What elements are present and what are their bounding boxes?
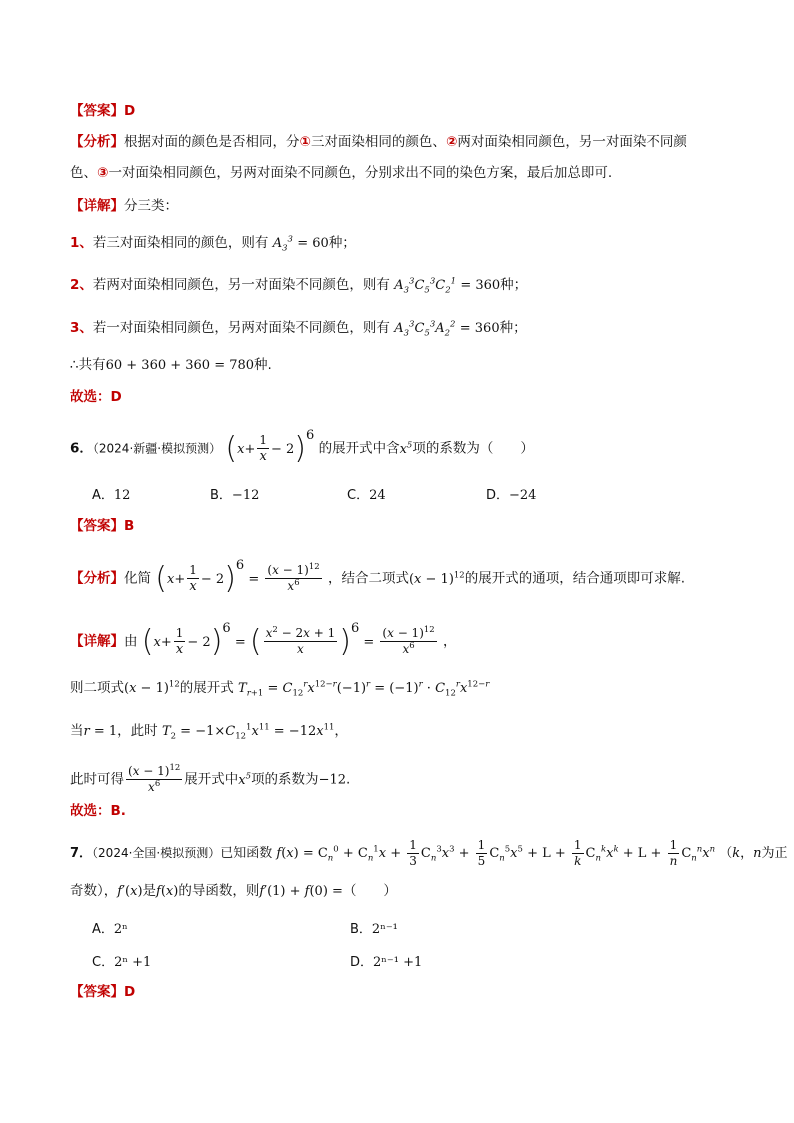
answer-value: D <box>124 103 136 119</box>
q6-coef-line: 此时可得 $\frac{(x - 1)^{12}}{x^6}$ 展开式中$x^5$项的系数为−12. <box>70 763 351 794</box>
q7-option-a: A．2ⁿ <box>92 922 128 937</box>
q6-source: （2024·新疆·模拟预测） <box>92 441 222 456</box>
q7-stem-line2: 奇数），f′(x)是f(x)的导函数，则f′(1) + f(0) =（ ） <box>70 883 397 899</box>
q6-detail-expr: (x+ $\frac{1}{x}$ − 2)$^6$ = ( $\frac{x^2 - 2x + 1}{x}$ )$^6$ = $\frac{(x - 1)^{12}}{x^6}$ <box>141 621 435 659</box>
case3-formula: $A_3^3C_5^3A_2^2$ <box>394 319 456 339</box>
q6-general-formula: $T_{r+1} = C_{12}^rx^{12-r}(-1)^r = (-1)^r \cdot C_{12}^rx^{12-r}$ <box>238 679 490 699</box>
prev-answer-line <box>70 101 135 121</box>
prev-case1: 1、若三对面染相同的颜色，则有 $A_3^3 = 60$种； <box>70 234 356 254</box>
prev-choose: 故选：D <box>70 389 122 405</box>
q7-source: （2024·全国·模拟预测） <box>92 846 221 860</box>
q6-option-d: D．−24 <box>486 488 537 503</box>
q6-analysis: 【分析】化简 (x+ $\frac{1}{x}$ − 2)$^6$ = $\frac{(x - 1)^{12}}{x^6}$ ，结合二项式$(x - 1)^{12}$的展开式的通项，结合通项即可求解. <box>70 558 686 596</box>
q6-answer-line: 【答案】B <box>70 518 135 534</box>
prev-case3: 3、若一对面染相同颜色，另两对面染不同颜色，则有 $A_3^3C_5^3A_2^2 = 360$种； <box>70 319 527 339</box>
circled-2: ② <box>445 134 458 150</box>
case2-formula: $A_3^3C_5^3C_2^1$ <box>394 276 457 296</box>
prev-analysis-line1: 【分析】根据对面的颜色是否相同，分①三对面染相同的颜色、②两对面染相同颜色，另一对面染不同颜 <box>70 134 687 150</box>
circled-3: ③ <box>97 165 109 181</box>
q6-r-line: 当r = 1，此时 $T_2 = -1\times C_{12}^1x^{11} = -12x^{11}$， <box>70 722 348 742</box>
q6-option-b: B．−12 <box>210 488 260 503</box>
q7-function: $f(x) = C_n^0 + C_n^1x$ + $\frac{1}{3}$ $C_n^3x^3$ + $\frac{1}{5}$ $C_n^5x^5 + L$ + $\frac{1}{k}$ $C_n^kx^k + L$ + $\frac{1}{n}$ $C_n^nx^n$ <box>276 838 716 868</box>
q6-analysis-expr: (x+ $\frac{1}{x}$ − 2)$^6$ = $\frac{(x - 1)^{12}}{x^6}$ <box>155 558 320 596</box>
answer-tag: 【答案】 <box>70 103 124 119</box>
prev-analysis-line2: 色、③一对面染相同颜色，另两对面染不同颜色，分别求出不同的染色方案，最后加总即可. <box>70 165 613 181</box>
detail-tag: 【详解】 <box>70 198 124 214</box>
analysis-tag: 【分析】 <box>70 134 124 150</box>
q6-binomial: $(x - 1)^{12}$ <box>408 570 465 587</box>
q7-option-d: D．2ⁿ⁻¹ +1 <box>350 955 423 970</box>
prev-detail-line: 【详解】分三类： <box>70 198 178 214</box>
q6-general-term: 则二项式$(x - 1)^{12}$的展开式 $T_{r+1} = C_{12}^rx^{12-r}(-1)^r = (-1)^r \cdot C_{12}^rx^{12-r}$ <box>70 679 490 699</box>
q6-number: 6． <box>70 440 93 457</box>
q7-number: 7． <box>70 846 93 861</box>
circled-1: ① <box>299 134 311 150</box>
prev-total: ∴共有60 + 360 + 360 = 780种. <box>70 357 272 373</box>
q6-option-a: A．12 <box>92 488 131 503</box>
q6-expression: (x+ $\frac{1}{x}$ − 2)$^6$ <box>225 428 315 466</box>
case1-formula: $A_3^3$ <box>272 234 293 254</box>
q7-option-c: C．2ⁿ +1 <box>92 955 152 970</box>
q6-choose: 故选：B. <box>70 803 126 819</box>
q6-detail: 【详解】由 (x+ $\frac{1}{x}$ − 2)$^6$ = ( $\frac{x^2 - 2x + 1}{x}$ )$^6$ = $\frac{(x - 1)^{12}}{x^6}$ ， <box>70 621 457 659</box>
q6-stem: 6．（2024·新疆·模拟预测） (x+ $\frac{1}{x}$ − 2)$^6$ 的展开式中含$x^5$项的系数为（ ） <box>70 428 534 466</box>
q7-answer-line: 【答案】D <box>70 984 136 1000</box>
q7-option-b: B．2ⁿ⁻¹ <box>350 922 398 937</box>
q6-term: $x^5$ <box>399 440 413 457</box>
prev-case2: 2、若两对面染相同颜色，另一对面染不同颜色，则有 $A_3^3C_5^3C_2^1 = 360$种； <box>70 276 528 296</box>
q6-r-formula: $T_2 = -1\times C_{12}^1x^{11} = -12x^{11}$ <box>161 722 335 742</box>
q7-stem-line1: 7．（2024·全国·模拟预测）已知函数 $f(x) = C_n^0 + C_n^1x$ + $\frac{1}{3}$ $C_n^3x^3$ + $\frac{1}{5}$ $C_n^5x^5 + L$ + $\frac{1}{k}$ $C_n^kx^k + L$ + $\frac{1}{n}$ $C_n^nx^n$ （k，n为正 <box>70 838 788 868</box>
q6-option-c: C．24 <box>347 488 386 503</box>
